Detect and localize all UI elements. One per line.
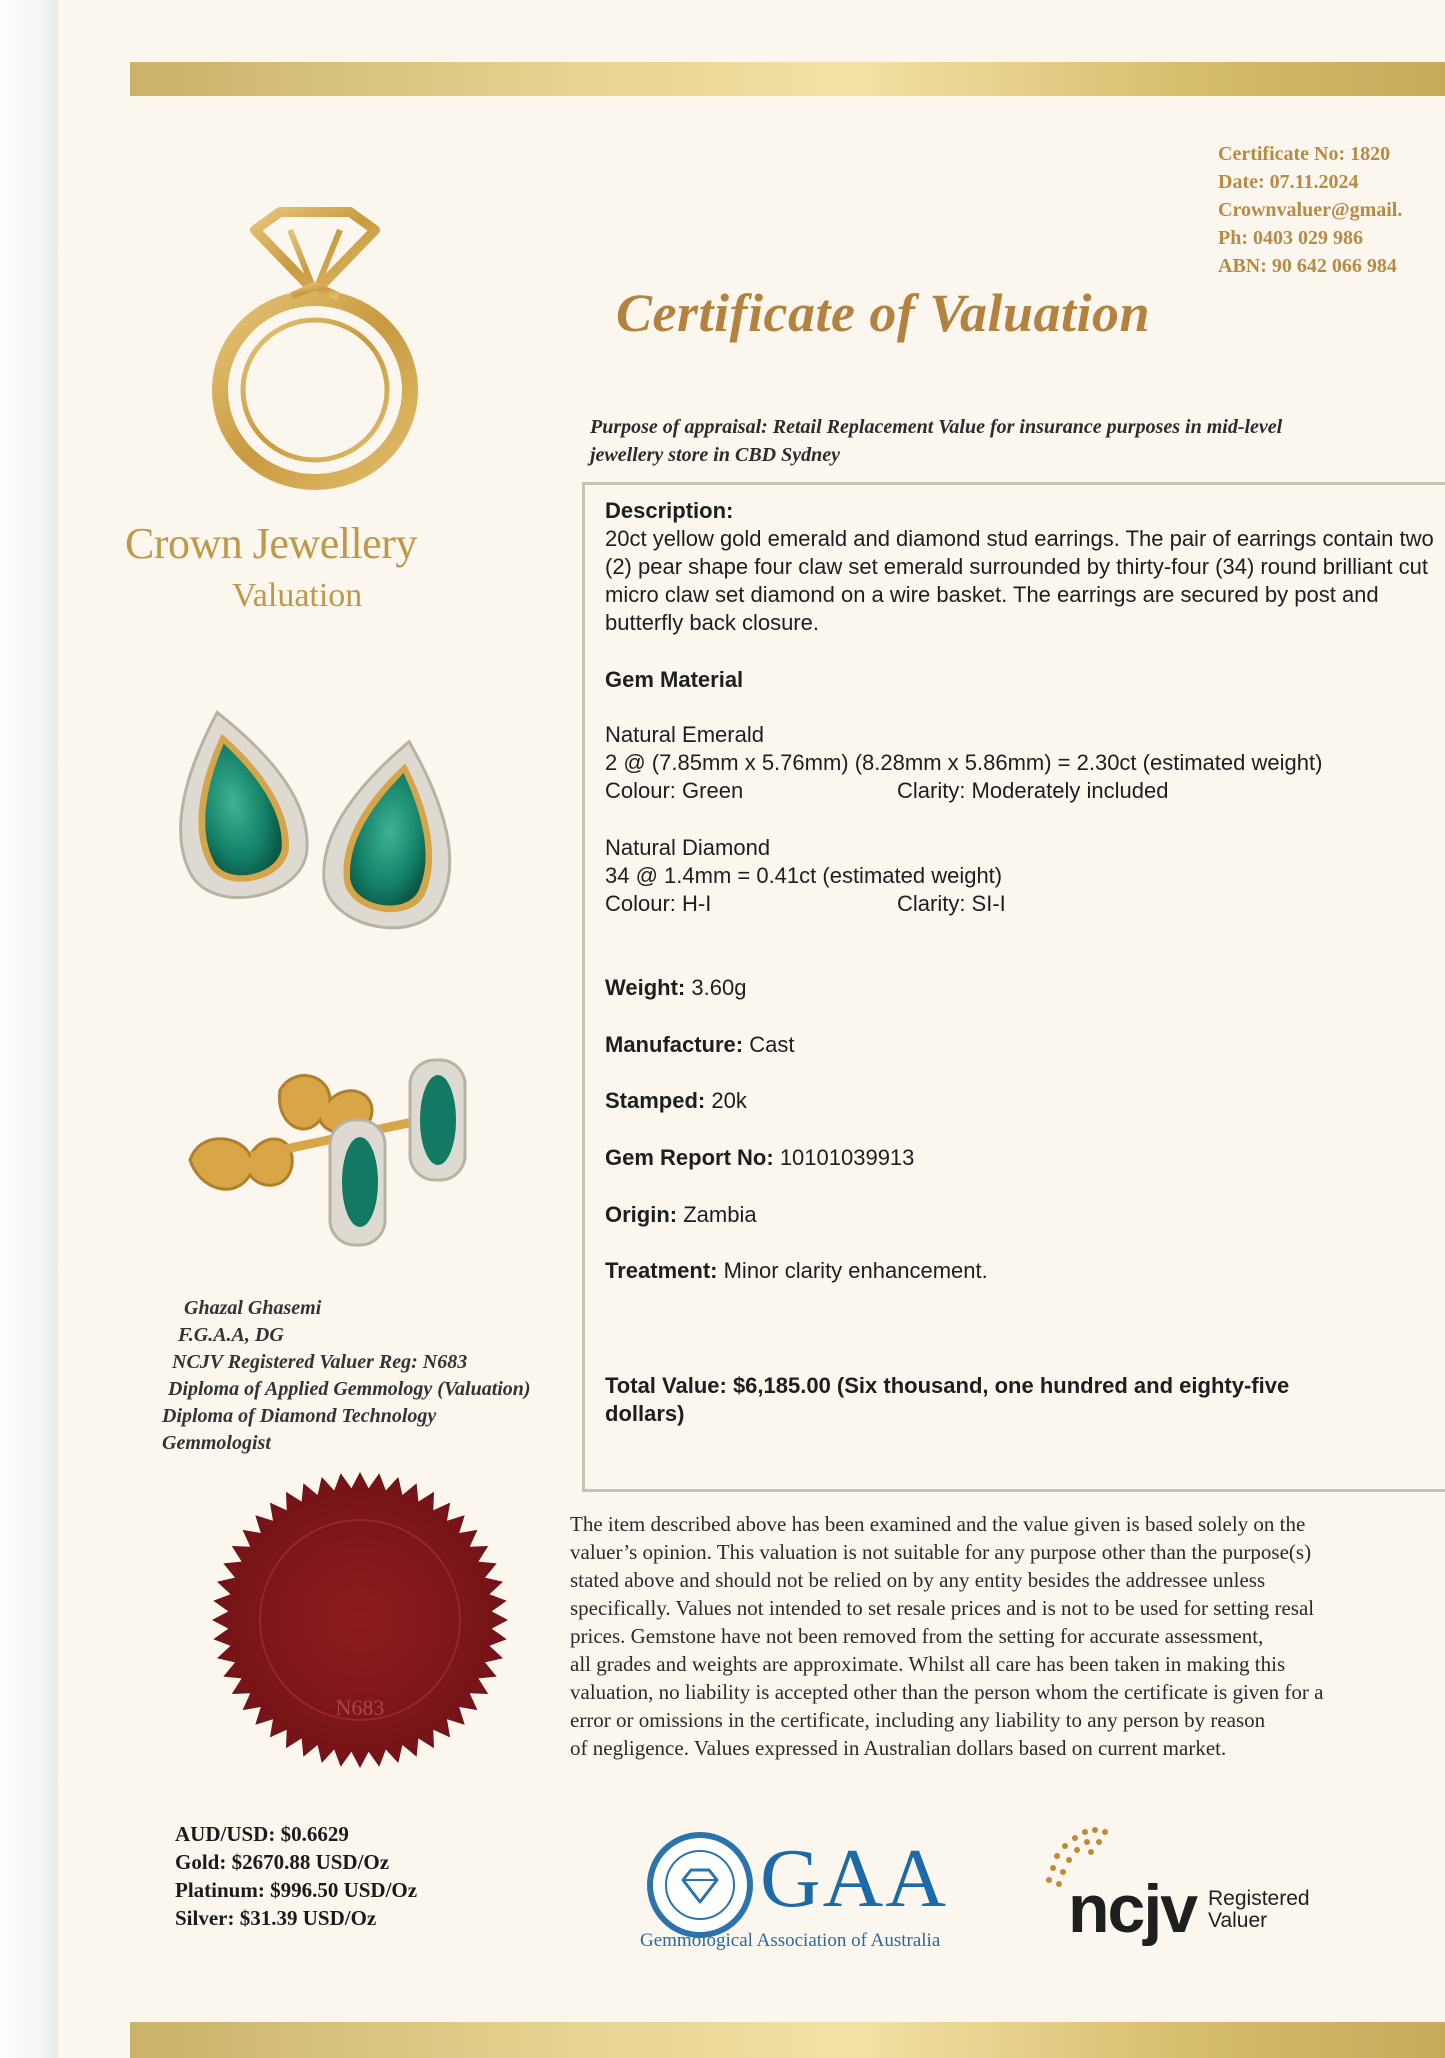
gem-report-row: Gem Report No: 10101039913 — [605, 1145, 915, 1170]
gaa-emblem-icon — [645, 1830, 755, 1940]
brand-name: Crown Jewellery — [125, 519, 417, 568]
diamond-clarity: Clarity: SI-I — [897, 891, 1006, 916]
treatment-row: Treatment: Minor clarity enhancement. — [605, 1258, 988, 1283]
ring-logo-icon — [180, 200, 450, 490]
disclaimer — [570, 1510, 1445, 1762]
rate-aud: AUD/USD: $0.6629 — [175, 1822, 349, 1846]
disclaimer-line: error or omissions in the certificate, including any liability to any person by reason — [570, 1708, 1266, 1732]
valuer-postnominals: F.G.A.A, DG — [178, 1324, 284, 1346]
disclaimer-line: valuation, no liability is accepted other than the person whom the certificate is given for a — [570, 1680, 1324, 1704]
weight-row: Weight: 3.60g — [605, 975, 747, 1000]
earrings-front-image — [150, 700, 490, 950]
purpose-of-appraisal — [590, 413, 1445, 469]
valuer-registration: NCJV Registered Valuer Reg: N683 — [172, 1351, 468, 1373]
disclaimer-line: of negligence. Values expressed in Australian dollars based on current market. — [570, 1736, 1227, 1760]
valuer-diploma-1: Diploma of Applied Gemmology (Valuation) — [168, 1378, 531, 1400]
certificate-info — [1218, 140, 1402, 280]
wax-seal-icon — [210, 1470, 510, 1770]
disclaimer-line: The item described above has been examined and the value given is based solely on the — [570, 1512, 1306, 1536]
valuer-role: Gemmologist — [162, 1432, 271, 1454]
valuer-name: Ghazal Ghasemi — [184, 1297, 322, 1319]
description-heading: Description: — [605, 498, 734, 523]
emerald-colour: Colour: Green — [605, 778, 744, 803]
diamond-name: Natural Diamond — [605, 835, 771, 860]
certificate-email: Crownvaluer@gmail. — [1218, 199, 1403, 221]
origin-row: Origin: Zambia — [605, 1202, 757, 1227]
stamped-row: Stamped: 20k — [605, 1088, 747, 1113]
scan-edge — [0, 0, 58, 2058]
disclaimer-line: valuer’s opinion. This valuation is not suitable for any purpose other than the purpose(s) — [570, 1540, 1312, 1564]
certificate-date: Date: 07.11.2024 — [1218, 171, 1359, 193]
top-gold-band — [130, 62, 1445, 96]
rate-gold: Gold: $2670.88 USD/Oz — [175, 1850, 390, 1874]
rate-silver: Silver: $31.39 USD/Oz — [175, 1906, 377, 1930]
certificate-number: Certificate No: 1820 — [1218, 143, 1391, 165]
emerald-name: Natural Emerald — [605, 722, 764, 747]
gaa-logo-text: GAA — [760, 1832, 948, 1925]
valuer-diploma-2: Diploma of Diamond Technology — [162, 1405, 437, 1427]
diamond-grades — [605, 891, 1435, 917]
certificate-abn: ABN: 90 642 066 984 — [1218, 255, 1397, 277]
emerald-clarity: Clarity: Moderately included — [897, 778, 1169, 803]
diamond-colour: Colour: H-I — [605, 891, 712, 916]
disclaimer-line: all grades and weights are approximate. Whilst all care has been taken in making this — [570, 1652, 1286, 1676]
bottom-gold-band — [130, 2022, 1445, 2058]
disclaimer-line: prices. Gemstone have not been removed from the setting for accurate assessment, — [570, 1624, 1264, 1648]
rate-platinum: Platinum: $996.50 USD/Oz — [175, 1878, 418, 1902]
description-text: 20ct yellow gold emerald and diamond stud earrings. The pair of earrings contain two (2) pear shape four claw set emerald surrounded by thirty-four (34) round brilliant cut micro claw set diamond on a wire basket. The earrings are secured by post and butterfly back closure. — [605, 526, 1434, 635]
brand-subtitle: Valuation — [232, 577, 363, 614]
purpose-line-1: Purpose of appraisal: Retail Replacement Value for insurance purposes in mid-level — [590, 416, 1283, 438]
metal-rates — [175, 1820, 417, 1932]
diamond-measure: 34 @ 1.4mm = 0.41ct (estimated weight) — [605, 863, 1003, 888]
valuer-credentials — [160, 1295, 531, 1457]
emerald-measure: 2 @ (7.85mm x 5.76mm) (8.28mm x 5.86mm) = 2.30ct (estimated weight) — [605, 750, 1323, 775]
certificate-phone: Ph: 0403 029 986 — [1218, 227, 1363, 249]
disclaimer-line: specifically. Values not intended to set resale prices and is not to be used for setting resal — [570, 1596, 1315, 1620]
gaa-full-name: Gemmological Association of Australia — [640, 1930, 941, 1951]
purpose-line-2: jewellery store in CBD Sydney — [590, 444, 840, 466]
emerald-grades — [605, 778, 1435, 804]
gem-material-heading: Gem Material — [605, 667, 744, 692]
seal-number: N683 — [335, 1695, 385, 1720]
description-box — [582, 482, 1445, 1492]
manufacture-row: Manufacture: Cast — [605, 1032, 795, 1057]
total-value: Total Value: $6,185.00 (Six thousand, one hundred and eighty-five dollars) — [605, 1373, 1290, 1426]
ncjv-registered-valuer: Registered Valuer — [1208, 1887, 1310, 1932]
earrings-side-image — [180, 1040, 510, 1260]
disclaimer-line: stated above and should not be relied on by any entity besides the addressee unless — [570, 1568, 1266, 1592]
page-title: Certificate of Valuation — [616, 283, 1151, 343]
ncjv-logo-text: ncjv — [1068, 1871, 1197, 1947]
